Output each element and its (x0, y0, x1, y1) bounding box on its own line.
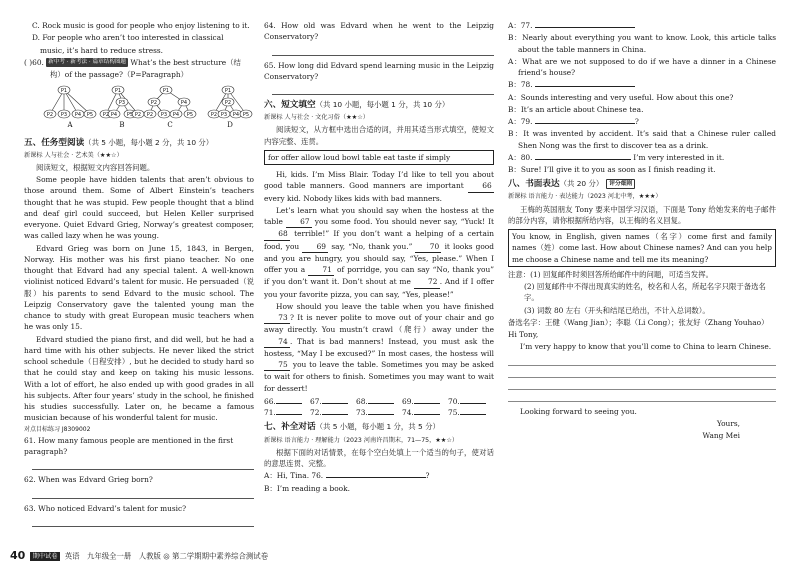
greeting: Hi Tony, (508, 330, 539, 340)
answer-74[interactable]: 74. (402, 407, 448, 418)
blank-78[interactable] (535, 86, 635, 87)
option-label-c: C (167, 121, 173, 130)
answer-75[interactable]: 75. (448, 407, 494, 418)
section-6-instruction: 阅读短文，从方框中选出合适的词，并用其适当形式填空，使短文内容完整、连贯。 (264, 125, 494, 146)
column-middle (264, 20, 494, 495)
section-7-instruction: 根据下面的对话情景，在每个空白处填上一个适当的句子，使对话的意思连贯、完整。 (264, 447, 494, 469)
option-label-a: A (67, 121, 73, 130)
signature: Wang Mei (702, 431, 740, 441)
section-5-title: 五、任务型阅读（共 5 小题，每小题 2 分，共 10 分） (24, 137, 214, 148)
svg-text:P4: P4 (74, 112, 82, 119)
cloze-paragraph-2: Let’s learn what you should say when the hostess at the table 67 you some food. You should never say, “Yuck! It 68 terrible!” If you don’t want a helping of a certain food, you 69 say, “No, thank you.” 70 it looks good and you are hungry, you should say, “Yes, please.” When I offer you a 71 of porridge, you can say “No, thank you” if you don’t want it. Don’t shout at me 72 . And if I offer you your favorite pizza, you can say, “Yes, please!” (264, 205, 494, 299)
page-number: 40 (10, 549, 26, 562)
blank-75[interactable]: 75 (264, 359, 290, 371)
svg-text:P2: P2 (146, 112, 154, 119)
blank-73[interactable]: 73 (264, 312, 290, 324)
answer-66[interactable]: 66. (264, 396, 310, 407)
answer-72[interactable]: 72. (310, 407, 356, 418)
dialogue-line: A：77. (508, 20, 776, 31)
svg-text:P5: P5 (86, 112, 94, 119)
option-c: C. Rock music is good for people who enjoy listening to it. (32, 21, 250, 30)
writing-line[interactable] (508, 378, 776, 390)
blank-69[interactable]: 69 (302, 241, 328, 253)
blank-80[interactable] (535, 159, 631, 160)
dialogue-line: A：79. ? (508, 117, 639, 126)
note-2: (2) 回复邮件中不得出现真实的姓名，校名和人名，所起名字只限于备选名字。 (524, 282, 766, 303)
answer-line-61[interactable] (32, 459, 254, 470)
blank-66[interactable]: 66 (468, 180, 494, 192)
blank-77[interactable] (535, 27, 635, 28)
blank-79[interactable] (535, 123, 635, 124)
svg-text:P1: P1 (162, 88, 170, 95)
answer-69[interactable]: 69. (402, 396, 448, 407)
blank-71[interactable]: 71 (308, 264, 334, 276)
svg-text:P4: P4 (180, 100, 188, 107)
passage-paragraph-1: Some people have hidden talents that aren’t obvious to those around them. Some of Albert Einstein’s teachers thought that he was stupid. Few people thought that a blind and deaf girl could succeed, but Helen Keller surprised everyone. Quiet Edvard Grieg, Norway’s greatest composer, was called lazy when he was young. (24, 175, 254, 241)
svg-text:P5: P5 (242, 112, 250, 119)
svg-text:P5: P5 (126, 112, 134, 119)
dialogue-line: A：80. I’m very interested in it. (508, 152, 725, 162)
column-right (508, 20, 776, 442)
page-footer (10, 548, 268, 565)
section-8-title: 八、书面表达（共 20 分） 评分细则 (508, 178, 776, 191)
structure-options-diagram (42, 83, 257, 129)
dialogue-line: A：Hi, Tina. 76. ? (264, 471, 430, 481)
svg-text:P2: P2 (150, 100, 158, 107)
dialogue-line: B：It was invented by accident. It’s said that a Chinese ruler called Shen Nong was the first to discover tea as a drink. (508, 129, 776, 150)
section-6-tagline: 新课标 人与社会 · 文化习俗（★★☆） (264, 114, 369, 122)
answer-line-64[interactable] (272, 45, 494, 56)
svg-text:P2: P2 (102, 112, 110, 119)
svg-text:P3: P3 (118, 100, 126, 107)
closing-line: Looking forward to seeing you. (520, 406, 637, 416)
dialogue-line: A：What are we not supposed to do if we have a dinner in a Chinese friend’s house? (508, 56, 777, 77)
note-1: 注意：(1) 回复邮件时须回答所给邮件中的问题，可适当发挥。 (508, 269, 713, 279)
option-label-d: D (227, 121, 233, 130)
cloze-paragraph-3: How should you leave the table when you have finished 73 ? It is never polite to move out of your chair and go away directly. You mustn’t crawl（爬行）away under the 74 . That is bad manners! Instead, you must ask the hostess, “May I be excused?” In most cases, the hostess will 75 you to leave the table. Sometimes you may be asked to wait for others to finish. Sometimes you may want to wait for dessert! (264, 301, 494, 393)
svg-text:P3: P3 (160, 112, 168, 119)
blank-68[interactable]: 68 (264, 228, 290, 240)
option-d: D. For people who aren’t too interested in classical (32, 33, 224, 43)
section-5-instruction: 阅读短文，根据短文内容回答问题。 (36, 162, 155, 172)
writing-line[interactable] (508, 366, 776, 378)
svg-text:P2: P2 (224, 100, 232, 107)
option-label-b: B (119, 121, 125, 130)
writing-line[interactable] (508, 354, 776, 366)
question-64: 64. How old was Edvard when he went to the Leipzig Conservatory? (264, 21, 494, 42)
blank-72[interactable]: 72 (414, 276, 440, 288)
question-65: 65. How long did Edvard spend learning music in the Leipzig Conservatory? (264, 60, 494, 81)
answer-73[interactable]: 73. (356, 407, 402, 418)
scoring-rules-badge[interactable]: 评分细则 (606, 179, 635, 189)
book-label: 期中试卷 (30, 552, 61, 561)
svg-text:P4: P4 (110, 112, 118, 119)
svg-text:P2: P2 (46, 112, 54, 119)
opening-line: I’m very happy to know that you’ll come to China to learn Chinese. (520, 342, 772, 352)
blank-70[interactable]: 70 (415, 241, 441, 253)
writing-line[interactable] (508, 390, 776, 402)
dialogue-line: B：78. (508, 79, 776, 90)
section-8-tagline: 新课标 语言能力 · 表达能力（2023 河北中考，★★★） (508, 193, 662, 201)
question-62: 62. When was Edvard Grieg born? (24, 475, 153, 485)
blank-67[interactable]: 67 (286, 216, 312, 228)
dialogue-line: B：Nearly about everything you want to know. Look, this article talks about the table manners in China. (508, 33, 776, 54)
dialogue-line: A：Sounds interesting and very useful. How about this one? (508, 92, 734, 102)
answer-grid (264, 396, 494, 419)
svg-text:P3: P3 (220, 112, 228, 119)
writing-prompt: 王梅的英国朋友 Tony 要来中国学习汉语，下面是 Tony 给她发来的电子邮件的部分内容，请你根据所给内容，以王梅的名义回复。 (508, 204, 776, 225)
yours: Yours, (716, 418, 740, 428)
note-3: (3) 词数 80 左右（开头和结尾已给出，不计入总词数）。 (524, 305, 710, 315)
answer-line-65[interactable] (272, 84, 494, 95)
new-exam-tag: 新中考 · 新考法 · 篇章结构图题 (48, 59, 127, 66)
answer-70[interactable]: 70. (448, 396, 494, 407)
svg-text:P2: P2 (210, 112, 218, 119)
question-60-cont: 构）of the passage?（P=Paragraph） (50, 70, 189, 79)
section-6-title: 六、短文填空（共 10 小题，每小题 1 分，共 10 分） (264, 100, 450, 110)
svg-text:P1: P1 (224, 88, 232, 95)
svg-text:P2: P2 (134, 112, 142, 119)
svg-text:P4: P4 (172, 112, 180, 119)
answer-67[interactable]: 67. (310, 396, 356, 407)
svg-text:P3: P3 (60, 112, 68, 119)
answer-71[interactable]: 71. (264, 407, 310, 418)
section-7-tagline: 新课标 语言能力 · 理解能力（2023 河南许昌期末，71—75，★★☆） (264, 436, 459, 444)
blank-76[interactable] (326, 477, 426, 478)
name-options: 备选名字：王健（Wang Jian）；李聪（Li Cong）；张友好（Zhang Youhao） (508, 317, 769, 327)
svg-text:P5: P5 (186, 112, 194, 119)
answer-68[interactable]: 68. (356, 396, 402, 407)
answer-line-63[interactable] (32, 516, 254, 527)
answer-line-62[interactable] (32, 488, 254, 499)
question-63: 63. Who noticed Edvard’s talent for music? (24, 503, 187, 513)
section-7-title: 七、补全对话（共 5 小题，每小题 1 分，共 5 分） (264, 422, 440, 433)
svg-text:P1: P1 (114, 88, 122, 95)
column-left (24, 20, 254, 531)
svg-text:P1: P1 (60, 88, 68, 95)
dialogue-line: B：I’m reading a book. (264, 483, 350, 493)
blank-74[interactable]: 74 (264, 336, 290, 348)
dialogue-line: B：It’s an article about Chinese tea. (508, 104, 644, 114)
cloze-paragraph-1: Hi, kids. I’m Miss Blair. Today I’d like to tell you about good table manners. Good manners are important 66 every kid. Nobody likes kids with bad manners. (264, 170, 494, 203)
practice-code: 对点目标练习 J8309002 (24, 425, 91, 433)
option-d-cont: music, it’s hard to reduce stress. (40, 45, 163, 55)
question-60: ( )60. 新中考 · 新考法 · 篇章结构图题 What’s the best structure（结 (24, 57, 241, 67)
passage-paragraph-3: Edvard studied the piano first, and did well, but he had a hard time with his other subjects. He never liked the strict school schedule（日程安排）, but he decided to study hard so that he could stay and keep on taking his music lessons. With a lot of effort, he also ended up with good grades in all his subjects. After four years’ study in the school, he finished his studies successfully. Later on, he became a famous musician because of his wonderful talent for music. (24, 334, 254, 423)
section-5-tagline: 新课标 人与社会 · 艺术美（★★☆） (24, 151, 123, 159)
email-excerpt-box: You know, in English, given names（名字）come first and family names（姓）come last. How about Chinese names? And can you help me choose a Chinese name and tell me its meaning? (508, 229, 776, 267)
passage-paragraph-2: Edvard Grieg was born on June 15, 1843, in Bergen, Norway. His mother was his first piano teacher. No one thought that Edvard had any special talent. A well-known violinist noticed Edvard’s talent for music. He persuaded（说服）his parents to send Edvard to the music school. The Leipzig Conservatory gave the talented young man the chance to study with great European music teachers when he was only 15. (24, 243, 254, 332)
svg-text:P4: P4 (232, 112, 240, 119)
dialogue-line: B：Sure! I’ll give it to you as soon as I finish reading it. (508, 165, 716, 174)
word-bank-box: for offer allow loud bowl table eat taste if simply (264, 150, 494, 165)
question-61: 61. How many famous people are mentioned in the first paragraph? (24, 435, 234, 457)
footer-breadcrumb: 英语 九年级全一册 人教版 ◎ 第二学期期中素养综合测试卷 (64, 551, 269, 561)
